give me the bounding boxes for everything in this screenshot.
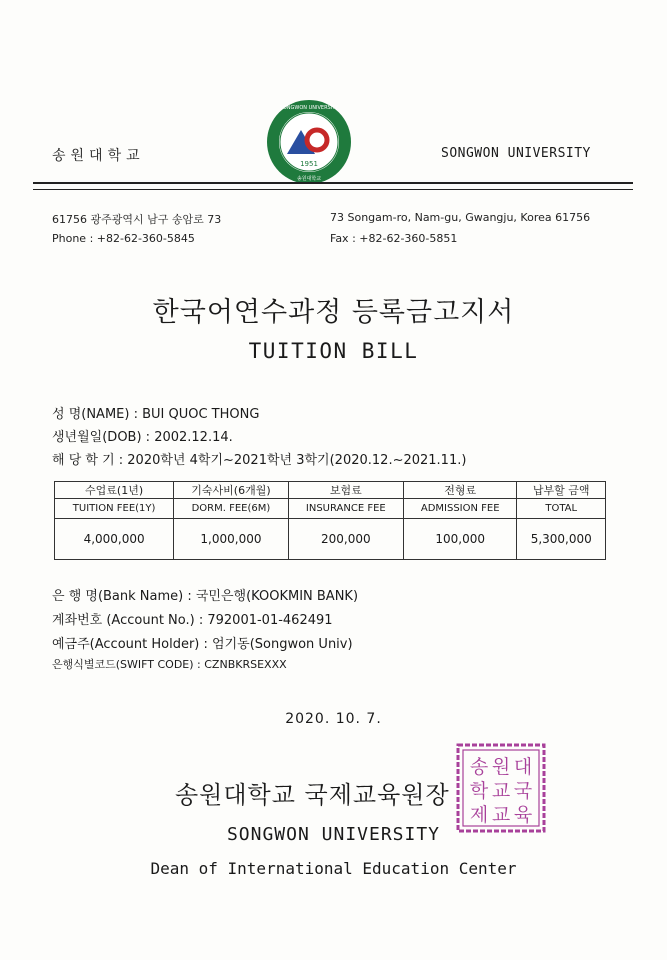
dob-label: 생년월일(DOB) : <box>52 430 155 445</box>
term-label: 해 당 학 기 : <box>52 453 128 468</box>
issuer-en: SONGWON UNIVERSITY <box>226 824 441 845</box>
dob-value: 2002.12.14. <box>154 430 233 445</box>
phone: Phone : +82-62-360-5845 <box>52 232 195 245</box>
svg-text:교: 교 <box>491 804 511 826</box>
svg-text:국: 국 <box>513 780 533 802</box>
fee-value-dorm: 1,000,000 <box>174 519 289 560</box>
svg-text:학: 학 <box>469 780 489 802</box>
fee-header-ko: 기숙사비(6개월) <box>174 482 289 499</box>
holder-value: 엄기동(Songwon Univ) <box>212 637 353 652</box>
student-term-row <box>52 449 466 468</box>
fee-value-tuition: 4,000,000 <box>55 519 174 560</box>
svg-text:송원대학교: 송원대학교 <box>296 176 322 182</box>
issue-date: 2020. 10. 7. <box>285 711 382 727</box>
fee-header-en: TUITION FEE(1Y) <box>55 499 174 519</box>
account-row <box>52 609 333 628</box>
fee-header-ko: 수업료(1년) <box>55 482 174 499</box>
fee-header-ko-row <box>55 482 606 499</box>
fee-values-row <box>55 519 606 560</box>
fee-header-en: TOTAL <box>517 499 606 519</box>
fee-table <box>54 481 606 560</box>
name-label: 성 명(NAME) : <box>52 407 143 422</box>
svg-text:교: 교 <box>491 780 511 802</box>
swift-value: CZNBKRSEXXX <box>204 658 287 671</box>
header-univ-ko: 송원대학교 <box>52 148 145 164</box>
header-rule <box>33 182 633 184</box>
bank-label: 은 행 명(Bank Name) : <box>52 589 196 604</box>
fee-header-ko: 납부할 금액 <box>517 482 606 499</box>
fee-header-ko: 보험료 <box>288 482 403 499</box>
fee-header-ko: 전형료 <box>403 482 517 499</box>
address-ko: 61756 광주광역시 남구 송암로 73 <box>52 213 222 226</box>
swift-label: 은행식별코드(SWIFT CODE) : <box>52 658 205 671</box>
swift-row <box>52 656 287 672</box>
bank-name-row <box>52 585 358 604</box>
fee-value-total: 5,300,000 <box>517 519 606 560</box>
svg-text:1951: 1951 <box>300 160 318 168</box>
account-value: 792001-01-462491 <box>207 613 333 628</box>
svg-text:원: 원 <box>491 756 511 778</box>
student-dob-row <box>52 426 233 445</box>
university-logo <box>265 98 353 186</box>
svg-text:육: 육 <box>513 804 533 826</box>
address-en: 73 Songam-ro, Nam-gu, Gwangju, Korea 61756 <box>330 211 591 224</box>
fee-header-en: DORM. FEE(6M) <box>174 499 289 519</box>
svg-text:제: 제 <box>469 804 489 826</box>
account-label: 계좌번호 (Account No.) : <box>52 613 208 628</box>
bank-value: 국민은행(KOOKMIN BANK) <box>195 589 359 604</box>
title-ko: 한국어연수과정 등록금고지서 <box>152 297 515 328</box>
svg-text:SONGWON UNIVERSITY: SONGWON UNIVERSITY <box>279 105 339 111</box>
fee-header-en: INSURANCE FEE <box>288 499 403 519</box>
fax: Fax : +82-62-360-5851 <box>330 232 458 245</box>
fee-value-insurance: 200,000 <box>288 519 403 560</box>
issuer-ko: 송원대학교 국제교육원장 <box>175 781 450 809</box>
student-name-row <box>52 403 259 422</box>
holder-label: 예금주(Account Holder) : <box>52 637 213 652</box>
fee-value-admission: 100,000 <box>403 519 517 560</box>
official-seal <box>454 741 548 835</box>
issuer-title: Dean of International Education Center <box>150 859 517 878</box>
holder-row <box>52 633 353 652</box>
fee-header-en-row <box>55 499 606 519</box>
fee-header-en: ADMISSION FEE <box>403 499 517 519</box>
name-value: BUI QUOC THONG <box>142 407 260 422</box>
header-rule-thin <box>33 189 633 190</box>
term-value: 2020학년 4학기~2021학년 3학기(2020.12.~2021.11.) <box>127 453 467 468</box>
svg-text:대: 대 <box>513 756 533 778</box>
title-en: TUITION BILL <box>248 339 419 363</box>
header-univ-en: SONGWON UNIVERSITY <box>441 146 591 161</box>
svg-text:송: 송 <box>469 756 489 778</box>
